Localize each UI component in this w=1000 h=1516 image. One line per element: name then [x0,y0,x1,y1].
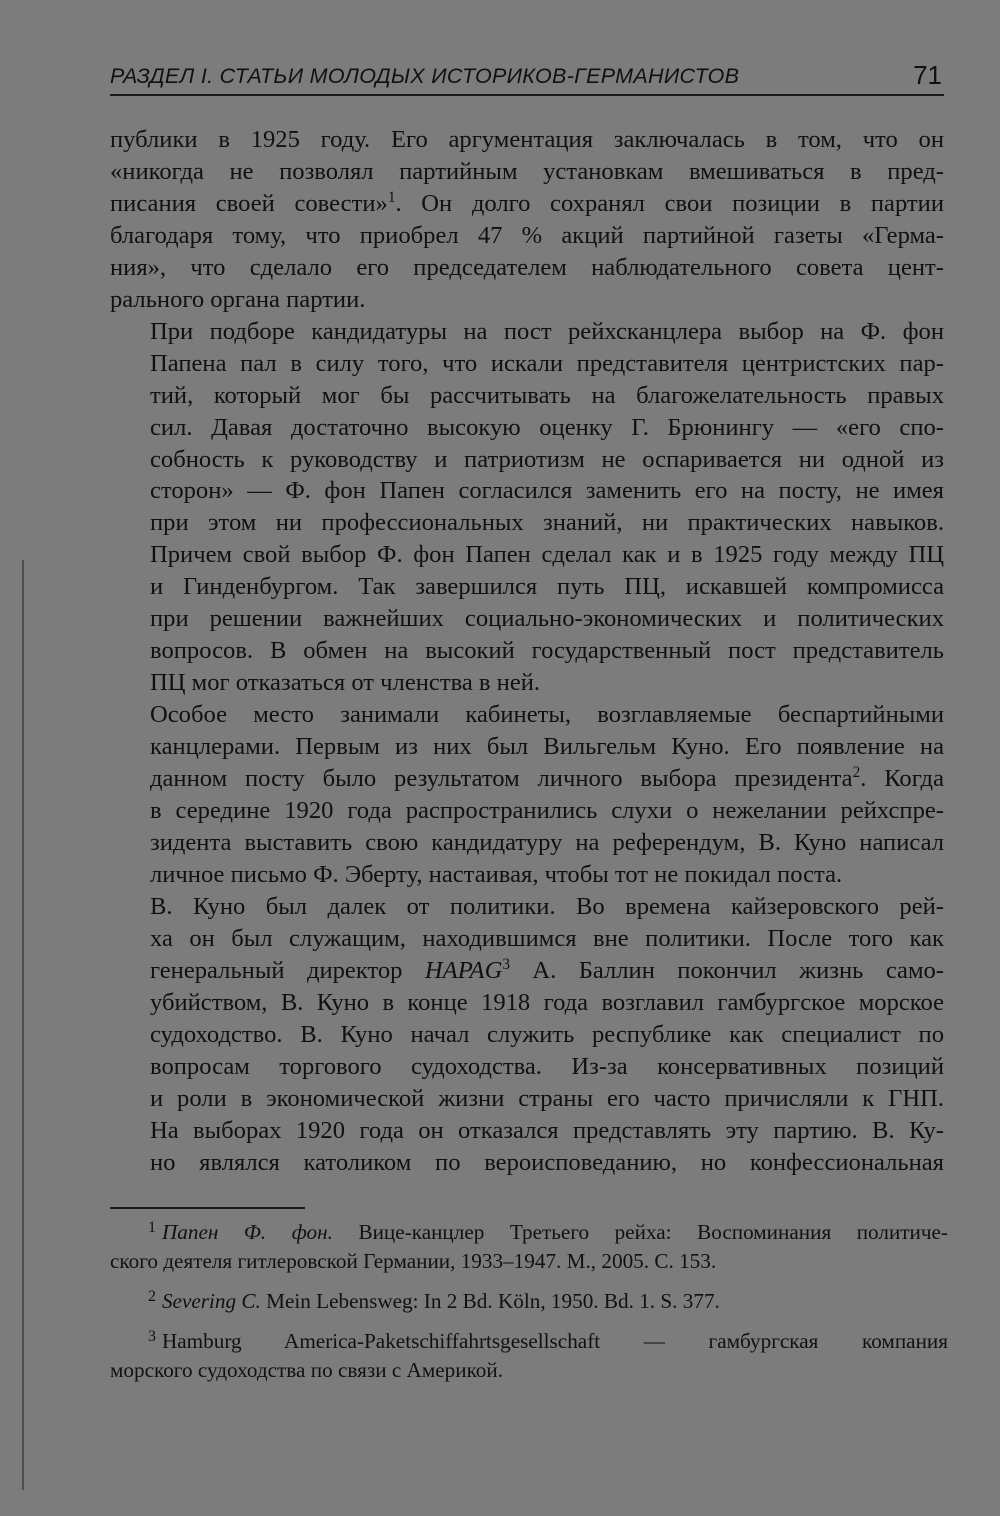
text-line [110,763,944,795]
text-line [110,667,944,699]
text-line [110,891,944,923]
footnote-ref: 1 [387,188,396,206]
footnote-separator [110,1207,305,1209]
text-run: ского деятеля гитлеровской Германии, 1933–1947. М., 2005. С. 153. [110,1249,717,1273]
text-run: данном посту было результатом личного выбора президента [150,765,853,793]
text-run: Папена пал в силу того, что искали представителя центристских пар- [150,349,944,377]
text-run: ПЦ мог отказаться от членства в ней. [150,669,541,697]
text-run: тий, который мог бы рассчитывать на благожелательность правых [150,381,944,409]
text-run: собность к руководству и патриотизм не оспаривается ни одной из [150,445,944,473]
text-line [110,731,944,763]
footnote-1 [110,1218,948,1276]
text-run: Причем свой выбор Ф. фон Папен сделал как и в 1925 году между ПЦ [150,541,944,569]
text-run: «никогда не позволял партийным установкам вмешиваться в пред- [110,157,944,185]
text-run: морского судоходства по связи с Америкой. [110,1358,504,1382]
text-line [110,699,944,731]
text-run: Hamburg America-Paketschiffahrtsgesellschaft — гамбургская компания [161,1329,948,1353]
text-run: Вице-канцлер Третьего рейха: Воспоминания политиче- [332,1220,948,1244]
text-line [110,316,944,348]
text-line [110,539,944,571]
text-run: Особое место занимали кабинеты, возглавляемые беспартийными [150,701,944,729]
footnote-line [110,1218,948,1247]
text-run: ха он был служащим, находившимся вне политики. После того как [150,924,944,952]
text-run: вопросам торгового судоходства. Из-за консервативных позиций [150,1052,944,1080]
page-number: 71 [913,60,942,90]
text-run: вопросов. В обмен на высокий государственный пост представитель [150,637,944,665]
footnote-line [110,1247,948,1276]
text-run: и роли в экономической жизни страны его часто причисляли к ГНП. [150,1084,944,1112]
text-line [110,827,944,859]
text-run: личное письмо Ф. Эберту, настаивая, чтобы тот не покидал поста. [150,860,843,888]
text-line [110,444,944,476]
text-run: и Гинденбургом. Так завершился путь ПЦ, искавшей компромисса [150,573,944,601]
text-run: сил. Давая достаточно высокую оценку Г. Брюнингу — «его спо- [150,413,944,441]
running-header [110,60,944,96]
paragraph [110,316,944,699]
text-line [110,124,944,156]
footnote-2 [110,1287,948,1316]
text-run: в середине 1920 года распространились слухи о нежелании рейхспре- [150,797,944,825]
text-line [110,380,944,412]
footnote-line [110,1287,948,1316]
text-run: при этом ни профессиональных знаний, ни практических навыков. [150,509,944,537]
footnote-ref: 3 [502,955,510,973]
text-line [110,571,944,603]
text-run: А. Баллин покончил жизнь само- [509,956,944,984]
footnote-line [110,1327,948,1356]
text-line [110,475,944,507]
text-run: рального органа партии. [110,285,366,313]
italic-run: Severing C. [161,1289,261,1313]
text-run: при решении важнейших социально-экономических и политических [150,605,944,633]
text-run: На выборах 1920 года он отказался представлять эту партию. В. Ку- [150,1116,944,1144]
text-line [110,412,944,444]
footnotes [110,1218,948,1396]
footnote-mark: 2 [148,1287,156,1305]
text-run: канцлерами. Первым из них был Вильгельм Куно. Его появление на [150,733,944,761]
text-run: убийством, В. Куно в конце 1918 года возглавил гамбургское морское [150,988,944,1016]
text-run: . Он долго сохранял свои позиции в партии [395,189,944,217]
footnote-ref: 2 [852,763,861,781]
page-edge-line [22,560,24,1490]
text-line [110,507,944,539]
header-title: РАЗДЕЛ I. СТАТЬИ МОЛОДЫХ ИСТОРИКОВ-ГЕРМАНИСТОВ [110,64,740,88]
footnote-mark: 1 [148,1218,156,1236]
text-run: публики в 1925 году. Его аргументация заключалась в том, что он [110,126,944,153]
text-run: Mein Lebensweg: In 2 Bd. Köln, 1950. Bd. 1. S. 377. [260,1289,720,1313]
footnote-line [110,1356,948,1385]
text-run: При подборе кандидатуры на пост рейхсканцлера выбор на Ф. фон [150,317,944,345]
text-run: . Когда [860,765,944,793]
text-line [110,923,944,955]
text-run: благодаря тому, что приобрел 47 % акций партийной газеты «Герма- [110,221,944,249]
text-run: сторон» — Ф. фон Папен согласился заменить его на посту, не имея [150,477,944,505]
text-line [110,987,944,1019]
text-line [110,252,944,284]
text-run: но являлся католиком по вероисповеданию, но конфессиональная [150,1148,944,1176]
paragraph [110,699,944,891]
footnote-mark: 3 [148,1327,156,1345]
paragraph [110,891,944,1179]
text-line [110,1083,944,1115]
text-line [110,795,944,827]
text-line [110,156,944,188]
text-line [110,1115,944,1147]
text-line [110,284,944,316]
text-line [110,955,944,987]
italic-run: Папен Ф. фон. [161,1220,333,1244]
text-run: В. Куно был далек от политики. Во времена кайзеровского рей- [150,892,944,920]
text-run: судоходство. В. Куно начал служить республике как специалист по [150,1020,944,1048]
text-line [110,859,944,891]
text-run: генеральный директор [150,956,425,984]
italic-run: HAPAG [424,956,503,984]
text-run: зидента выставить свою кандидатуру на референдум, В. Куно написал [150,828,944,856]
text-line [110,1019,944,1051]
footnote-3 [110,1327,948,1385]
text-line [110,348,944,380]
text-line [110,1147,944,1179]
paragraph [110,124,944,316]
text-run: писания своей совести» [110,189,388,217]
text-line [110,220,944,252]
text-line [110,188,944,220]
main-text [110,124,944,1178]
text-line [110,603,944,635]
text-run: ния», что сделало его председателем наблюдательного совета цент- [110,253,944,281]
text-line [110,635,944,667]
text-line [110,1051,944,1083]
